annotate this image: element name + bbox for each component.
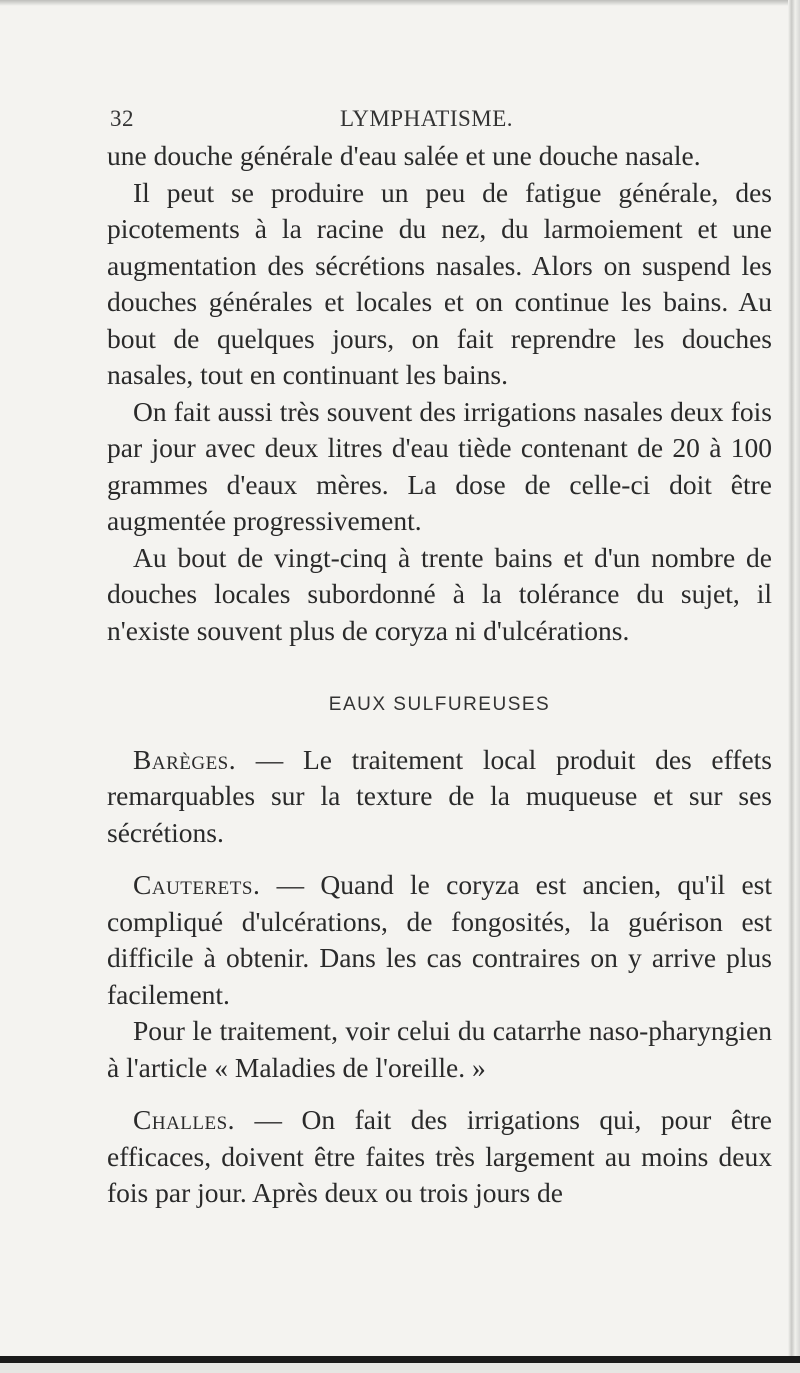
spa-name-challes: Challes. [133, 1104, 236, 1135]
paragraph-bareges [107, 742, 772, 852]
running-title: LYMPHATISME. [340, 106, 514, 131]
bareges-text: — Le traitement local produit des effets remarquables sur la texture de la muqueuse et sur ses sécrétions. [107, 743, 772, 848]
page-number: 32 [110, 106, 134, 131]
paragraph-challes [107, 1102, 772, 1212]
spa-name-cauterets: Cauterets. [133, 869, 261, 900]
paragraph-fatigue: Il peut se produire un peu de fatigue générale, des picotements à la racine du nez, du larmoiement et une augmentation des sécrétions nasales. Alors on suspend les douches générales et locales et on continue les bains. Au bout de quelques jours, on fait reprendre les douches nasales, tout en continuant les bains. [107, 176, 772, 390]
paragraph-douche: une douche générale d'eau salée et une douche nasale. [107, 140, 701, 171]
paragraph-cauterets [107, 867, 772, 1013]
paragraph-irrigations: On fait aussi très souvent des irrigations nasales deux fois par jour avec deux litres d'eau tiède contenant de 20 à 100 grammes d'eaux mères. La dose de celle-ci doit être augmentée progressivement. [107, 395, 772, 536]
paragraph-traitement: Pour le traitement, voir celui du catarrhe naso-pharyngien à l'article « Maladies de l'oreille. » [107, 1015, 772, 1083]
paragraph-bains: Au bout de vingt-cinq à trente bains et d'un nombre de douches locales subordonné à la tolérance du sujet, il n'existe souvent plus de coryza ni d'ulcérations. [107, 541, 772, 646]
cauterets-text: — Quand le coryza est ancien, qu'il est compliqué d'ulcérations, de fongosités, la guérison est difficile à obtenir. Dans les cas contraires on y arrive plus facilement. [107, 869, 772, 1010]
page-right-edge [788, 0, 800, 1373]
page-body [107, 138, 772, 1212]
page-bottom-edge [0, 1356, 800, 1363]
challes-text: — On fait des irrigations qui, pour être efficaces, doivent être faites très largement au moins deux fois par jour. Après deux ou trois jours de [107, 1104, 772, 1208]
page-top-edge [0, 0, 800, 6]
section-heading: EAUX SULFUREUSES [328, 694, 551, 715]
spa-name-bareges: Barèges. [133, 743, 237, 775]
page-bottom-margin [0, 1363, 800, 1373]
page-header [110, 106, 770, 136]
